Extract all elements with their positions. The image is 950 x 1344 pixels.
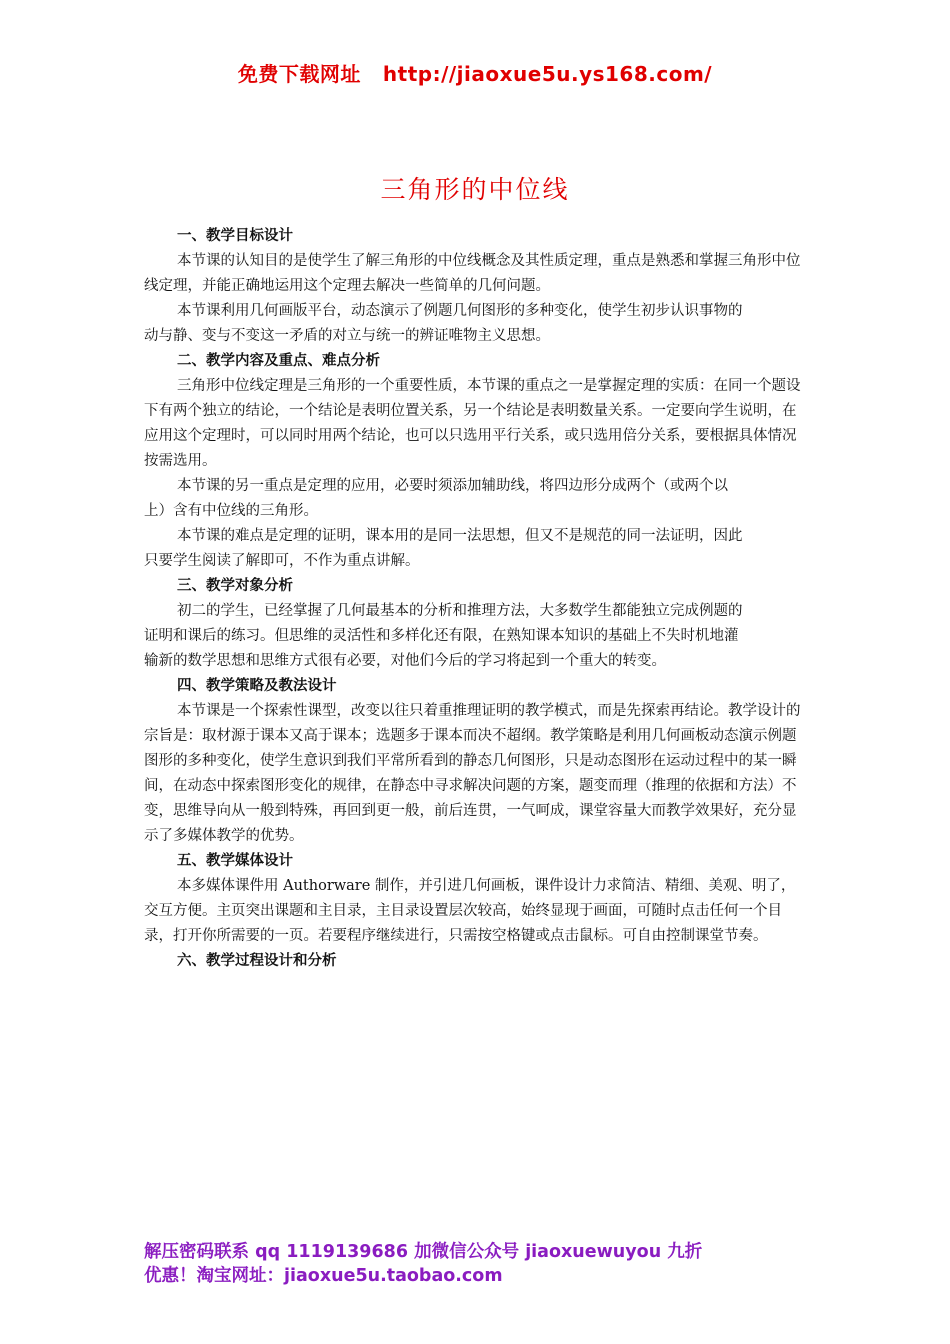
section-1-paragraph-1: 本节课的认知目的是使学生了解三角形的中位线概念及其性质定理，重点是熟悉和掌握三角形中位线定理，并能正确地运用这个定理去解决一些简单的几何问题。 [144,253,801,294]
download-url-link[interactable]: http://jiaoxue5u.ys168.com/ [382,62,713,86]
section-1-paragraph-2: 本节课利用几何画版平台，动态演示了例题几何图形的多种变化，使学生初步认识事物的动与静、变与不变这一矛盾的对立与统一的辨证唯物主义思想。 [144,303,743,344]
section-heading-6: 六、教学过程设计和分析 [177,953,337,969]
download-label: 免费下载网址 [237,62,361,86]
section-4-paragraph-1: 本节课是一个探索性课型，改变以往只着重推理证明的教学模式，而是先探索再结论。教学设计的宗旨是：取材源于课本又高于课本；选题多于课本而决不超纲。教学策略是利用几何画板动态演示例题图形的多种变化，使学生意识到我们平常所看到的静态几何图形，只是动态图形在运动过程中的某一瞬间，在动态中探索图形变化的规律，在静态中寻求解决问题的方案，题变而理（推理的依据和方法）不变，思维导向从一般到特殊，再回到更一般，前后连贯，一气呵成，课堂容量大而教学效果好，充分显示了多媒体教学的优势。 [144,703,801,844]
footer-line-1: 解压密码联系 qq 1119139686 加微信公众号 jiaoxuewuyou 九折 [144,1242,703,1262]
section-heading-5: 五、教学媒体设计 [177,853,293,869]
section-heading-4: 四、教学策略及教法设计 [177,678,337,694]
section-heading-3: 三、教学对象分析 [177,578,293,594]
section-5-paragraph-1: 本多媒体课件用 Authorware 制作，并引进几何画板，课件设计力求简洁、精细、美观、明了，交互方便。主页突出课题和主目录，主目录设置层次较高，始终显现于画面，可随时点击任何一个目录，打开你所需要的一页。若要程序继续进行，只需按空格键或点击鼠标。可自由控制课堂节奏。 [144,878,796,944]
section-heading-1: 一、教学目标设计 [177,228,293,244]
section-2-paragraph-3: 本节课的难点是定理的证明，课本用的是同一法思想，但又不是规范的同一法证明，因此只要学生阅读了解即可，不作为重点讲解。 [144,528,743,569]
section-2-paragraph-1: 三角形中位线定理是三角形的一个重要性质，本节课的重点之一是掌握定理的实质：在同一个题设下有两个独立的结论，一个结论是表明位置关系，另一个结论是表明数量关系。一定要向学生说明，在应用这个定理时，可以同时用两个结论，也可以只选用平行关系，或只选用倍分关系，要根据具体情况按需选用。 [144,378,801,469]
footer-line-2: 优惠！淘宝网址：jiaoxue5u.taobao.com [144,1266,503,1286]
document-title: 三角形的中位线 [380,175,570,204]
contact-footer [144,1240,824,1288]
document-body [144,224,808,974]
download-header [0,58,950,87]
section-heading-2: 二、教学内容及重点、难点分析 [177,353,380,369]
section-2-paragraph-2: 本节课的另一重点是定理的应用，必要时须添加辅助线，将四边形分成两个（或两个以上）含有中位线的三角形。 [144,478,728,519]
section-3-paragraph-1: 初二的学生，已经掌握了几何最基本的分析和推理方法，大多数学生都能独立完成例题的证明和课后的练习。但思维的灵活性和多样化还有限，在熟知课本知识的基础上不失时机地灌输新的数学思想和思维方式很有必要，对他们今后的学习将起到一个重大的转变。 [144,603,743,669]
